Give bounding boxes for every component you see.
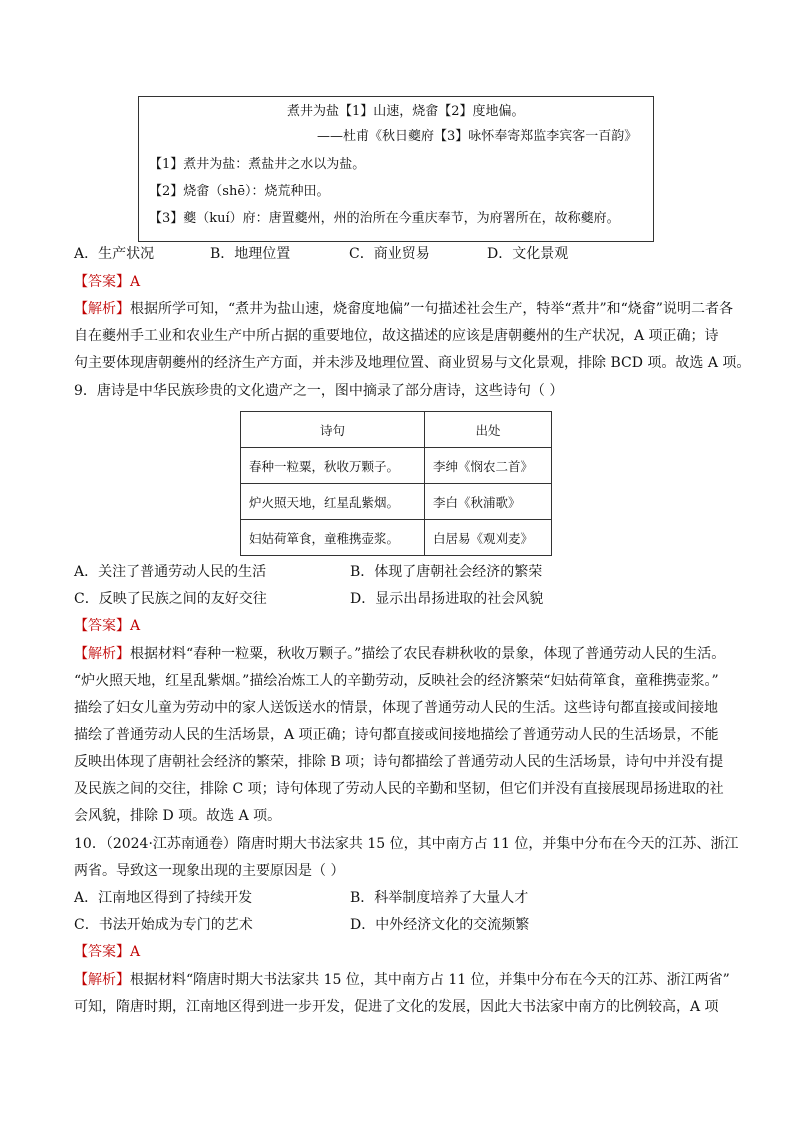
answer-label: 【答案】 — [74, 944, 130, 960]
q10-stem-line-2: 两省。导致这一现象出现的主要原因是（ ） — [74, 863, 345, 879]
q10-option-d[interactable]: D．中外经济文化的交流频繁 — [350, 917, 530, 933]
answer-label: 【答案】 — [74, 618, 130, 634]
q10-answer — [74, 942, 140, 962]
answer-value: A — [130, 274, 141, 290]
q10-stem-line-1: 10．（2024·江苏南通卷）隋唐时期大书法家共 15 位，其中南方占 11 位，并集中分布在今天的江苏、浙江 — [74, 836, 739, 852]
answer-value: A — [130, 944, 141, 960]
table-cell-poem: 春种一粒粟，秋收万颗子。 — [241, 448, 425, 484]
q9-analysis-line-2: “炉火照天地，红星乱紫烟。”描绘冶炼工人的辛勤劳动，反映社会的经济繁荣“妇姑荷箪食，童稚携壶浆。” — [74, 673, 719, 689]
q8-option-c[interactable]: C．商业贸易 — [349, 246, 430, 262]
table-cell-source: 李白《秋浦歌》 — [425, 484, 552, 520]
table-header-cell: 出处 — [425, 412, 552, 448]
table-row — [241, 448, 552, 484]
source-note-1: 【1】煮井为盐：煮盐井之水以为盐。 — [149, 157, 366, 172]
analysis-label: 【解析】 — [74, 646, 130, 662]
poem-table — [240, 411, 552, 556]
q9-analysis-line-4: 描绘了普通劳动人民的生活场景，A 项正确；诗句都直接或间接地描绘了普通劳动人民的生活场景，不能 — [74, 727, 719, 743]
answer-value: A — [130, 618, 141, 634]
table-row — [241, 484, 552, 520]
table-cell-source: 李绅《悯农二首》 — [425, 448, 552, 484]
answer-label: 【答案】 — [74, 274, 130, 290]
q9-answer — [74, 616, 140, 636]
q9-analysis-line-6: 及民族之间的交往，排除 C 项；诗句体现了劳动人民的辛勤和坚韧，但它们并没有直接展现昂扬进取的社 — [74, 781, 724, 797]
q10-option-c[interactable]: C．书法开始成为专门的艺术 — [74, 917, 253, 933]
q8-option-a[interactable]: A．生产状况 — [74, 246, 155, 262]
q9-analysis-line-3: 描绘了妇女儿童为劳动中的家人送饭送水的情景，体现了普通劳动人民的生活。这些诗句都直接或间接地 — [74, 700, 718, 716]
q9-option-b[interactable]: B．体现了唐朝社会经济的繁荣 — [350, 564, 543, 580]
source-note-2: 【2】烧畲（shē）：烧荒种田。 — [149, 184, 330, 199]
table-header-row — [241, 412, 552, 448]
q9-stem: 9．唐诗是中华民族珍贵的文化遗产之一，图中摘录了部分唐诗，这些诗句（ ） — [74, 383, 564, 399]
source-verse: 煮井为盐【1】山速，烧畲【2】度地偏。 — [287, 104, 525, 119]
q10-analysis-line-1: 【解析】根据材料“隋唐时期大书法家共 15 位，其中南方占 11 位，并集中分布在今天的江苏、浙江两省” — [74, 972, 730, 988]
q8-analysis-line-2: 自在夔州手工业和农业生产中所占据的重要地位，故这描述的应该是唐朝夔州的生产状况，A 项正确；诗 — [74, 328, 719, 344]
q10-option-a[interactable]: A．江南地区得到了持续开发 — [74, 890, 253, 906]
q8-answer — [74, 272, 140, 292]
q9-option-a[interactable]: A．关注了普通劳动人民的生活 — [74, 564, 267, 580]
table-row — [241, 520, 552, 556]
q8-analysis-line-1: 【解析】根据所学可知，“煮井为盐山速，烧畲度地偏”一句描述社会生产，特举“煮井”和“烧畲”说明二者各 — [74, 301, 733, 317]
table-cell-poem: 妇姑荷箪食，童稚携壶浆。 — [241, 520, 425, 556]
q9-analysis-line-5: 反映出体现了唐朝社会经济的繁荣，排除 B 项；诗句都描绘了普通劳动人民的生活场景，诗句中并没有提 — [74, 754, 724, 770]
q8-analysis-line-3: 句主要体现唐朝夔州的经济生产方面，并未涉及地理位置、商业贸易与文化景观，排除 BCD 项。故选 A 项。 — [74, 355, 751, 371]
q10-option-b[interactable]: B．科举制度培养了大量人才 — [350, 890, 529, 906]
q8-option-d[interactable]: D．文化景观 — [487, 246, 569, 262]
source-attribution: ——杜甫《秋日夔府【3】咏怀奉寄郑监李宾客一百韵》 — [317, 129, 638, 144]
analysis-label: 【解析】 — [74, 301, 130, 317]
source-material-box — [138, 96, 654, 242]
q9-option-c[interactable]: C．反映了民族之间的友好交往 — [74, 591, 267, 607]
analysis-label: 【解析】 — [74, 972, 130, 988]
source-note-3: 【3】夔（kuí）府：唐置夔州，州的治所在今重庆奉节，为府署所在，故称夔府。 — [149, 211, 620, 226]
q8-option-b[interactable]: B．地理位置 — [210, 246, 291, 262]
q9-option-d[interactable]: D．显示出昂扬进取的社会风貌 — [350, 591, 544, 607]
table-cell-poem: 炉火照天地，红星乱紫烟。 — [241, 484, 425, 520]
table-header-cell: 诗句 — [241, 412, 425, 448]
table-cell-source: 白居易《观刈麦》 — [425, 520, 552, 556]
q10-analysis-line-2: 可知，隋唐时期，江南地区得到进一步开发，促进了文化的发展，因此大书法家中南方的比例较高，A 项 — [74, 999, 719, 1015]
q9-analysis-line-1: 【解析】根据材料“春种一粒粟，秋收万颗子。”描绘了农民春耕秋收的景象，体现了普通劳动人民的生活。 — [74, 646, 726, 662]
q9-analysis-line-7: 会风貌，排除 D 项。故选 A 项。 — [74, 808, 282, 824]
